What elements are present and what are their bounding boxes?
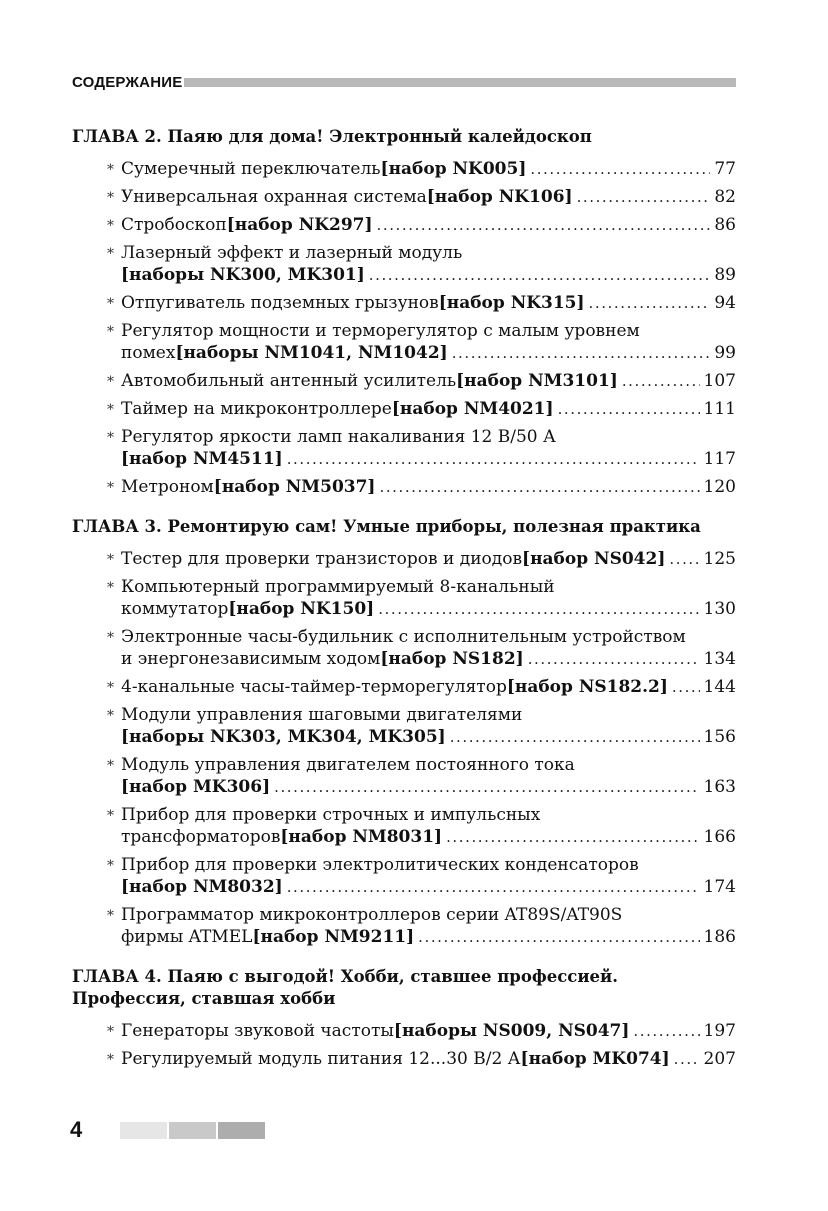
asterisk-bullet-icon: * <box>107 324 114 340</box>
entry-last-line <box>121 676 736 698</box>
entry-title-line: и энергонезависимым ходом <box>121 649 381 669</box>
page-ref: 125 <box>703 549 736 569</box>
dot-leader <box>577 186 711 208</box>
entry-last-line <box>121 158 736 180</box>
entry-last-line <box>121 876 736 898</box>
dot-leader <box>369 264 711 286</box>
entry-last-line <box>121 548 736 570</box>
dot-leader <box>378 598 699 620</box>
entry-title-line: помех <box>121 343 176 363</box>
asterisk-bullet-icon: * <box>107 908 114 924</box>
page-ref: 86 <box>714 215 736 235</box>
entry-title-line: Тестер для проверки транзисторов и диодов <box>121 549 523 569</box>
page-ref: 207 <box>703 1049 736 1069</box>
entry-last-line <box>121 1048 736 1070</box>
toc-entry[interactable] <box>72 1020 736 1042</box>
toc-entry[interactable] <box>72 548 736 570</box>
toc-entry[interactable] <box>72 426 736 470</box>
dot-leader <box>589 292 711 314</box>
dot-leader <box>528 648 700 670</box>
kit-code: [набор NM4511] <box>121 449 283 469</box>
asterisk-bullet-icon: * <box>107 808 114 824</box>
asterisk-bullet-icon: * <box>107 430 114 446</box>
toc-entry[interactable] <box>72 576 736 620</box>
toc-entry[interactable] <box>72 626 736 670</box>
asterisk-bullet-icon: * <box>107 402 114 418</box>
entry-title-line: Прибор для проверки строчных и импульсных <box>121 805 541 825</box>
page-ref: 94 <box>714 293 736 313</box>
entry-last-line <box>121 598 736 620</box>
entry-title-line: Лазерный эффект и лазерный модуль <box>121 243 463 263</box>
dot-leader <box>633 1020 699 1042</box>
toc-entry[interactable] <box>72 704 736 748</box>
kit-code: [наборы NM1041, NM1042] <box>175 343 448 363</box>
toc-entry[interactable] <box>72 320 736 364</box>
entry-title-line: Модуль управления двигателем постоянного тока <box>121 755 575 775</box>
page-ref: 89 <box>714 265 736 285</box>
entry-title-line: Таймер на микроконтроллере <box>121 399 392 419</box>
asterisk-bullet-icon: * <box>107 1052 114 1068</box>
kit-code: [набор NM9211] <box>252 927 415 947</box>
running-header <box>72 70 736 94</box>
page-ref: 174 <box>703 877 736 897</box>
toc-entry[interactable] <box>72 370 736 392</box>
toc-entry[interactable] <box>72 158 736 180</box>
toc-entry[interactable] <box>72 754 736 798</box>
page-number: 4 <box>70 1117 83 1142</box>
entry-last-line <box>121 648 736 670</box>
toc-entry[interactable] <box>72 242 736 286</box>
asterisk-bullet-icon: * <box>107 552 114 568</box>
entry-last-line <box>121 398 736 420</box>
chapter-title: ГЛАВА 4. Паяю с выгодой! Хобби, ставшее профессией. Профессия, ставшая хобби <box>72 967 619 1008</box>
entry-last-line <box>121 726 736 748</box>
toc-entry[interactable] <box>72 398 736 420</box>
entry-last-line <box>121 264 736 286</box>
toc-entry[interactable] <box>72 904 736 948</box>
chapter-title: ГЛАВА 3. Ремонтирую сам! Умные приборы, полезная практика <box>72 517 701 536</box>
asterisk-bullet-icon: * <box>107 708 114 724</box>
dot-leader <box>452 342 711 364</box>
entry-last-line <box>121 342 736 364</box>
entry-title-line: Модули управления шаговыми двигателями <box>121 705 523 725</box>
kit-code: [набор NM5037] <box>213 477 376 497</box>
toc-entry[interactable] <box>72 854 736 898</box>
entry-title-line: Прибор для проверки электролитических конденсаторов <box>121 855 639 875</box>
dot-leader <box>674 1048 700 1070</box>
entry-last-line <box>121 776 736 798</box>
dot-leader <box>672 676 700 698</box>
kit-code: [набор NK150] <box>228 599 375 619</box>
asterisk-bullet-icon: * <box>107 480 114 496</box>
entry-last-line <box>121 476 736 498</box>
toc-entry[interactable] <box>72 1048 736 1070</box>
kit-code: [набор NK106] <box>426 187 573 207</box>
header-rule <box>184 78 736 87</box>
asterisk-bullet-icon: * <box>107 374 114 390</box>
kit-code: [набор NK005] <box>380 159 527 179</box>
entry-last-line <box>121 1020 736 1042</box>
dot-leader <box>558 398 700 420</box>
dot-leader <box>379 476 699 498</box>
toc-entry[interactable] <box>72 186 736 208</box>
page-footer <box>70 1116 267 1144</box>
entry-title-line: Регулируемый модуль питания 12...30 В/2 А <box>121 1049 521 1069</box>
page-ref: 120 <box>703 477 736 497</box>
chapter-title: ГЛАВА 2. Паяю для дома! Электронный калейдоскоп <box>72 127 592 146</box>
entry-title-line: коммутатор <box>121 599 229 619</box>
table-of-contents <box>72 126 736 1076</box>
dot-leader <box>418 926 699 948</box>
kit-code: [набор NM4021] <box>391 399 554 419</box>
page-ref: 197 <box>703 1021 736 1041</box>
asterisk-bullet-icon: * <box>107 858 114 874</box>
asterisk-bullet-icon: * <box>107 630 114 646</box>
page-ref: 117 <box>703 449 736 469</box>
entry-last-line <box>121 826 736 848</box>
entry-title-line: Программатор микроконтроллеров серии AT89S/AT90S <box>121 905 623 925</box>
entry-last-line <box>121 186 736 208</box>
toc-entry[interactable] <box>72 804 736 848</box>
page-ref: 130 <box>703 599 736 619</box>
entry-title-line: Универсальная охранная система <box>121 187 427 207</box>
dot-leader <box>450 726 700 748</box>
page-ref: 156 <box>703 727 736 747</box>
dot-leader <box>287 876 700 898</box>
page-ref: 166 <box>703 827 736 847</box>
footer-bar-medium <box>169 1122 216 1139</box>
kit-code: [наборы NK303, MK304, MK305] <box>121 727 446 747</box>
asterisk-bullet-icon: * <box>107 680 114 696</box>
entry-title-line: Автомобильный антенный усилитель <box>121 371 457 391</box>
page-ref: 107 <box>703 371 736 391</box>
entry-last-line <box>121 926 736 948</box>
entry-last-line <box>121 214 736 236</box>
entry-title-line: Компьютерный программируемый 8-канальный <box>121 577 555 597</box>
kit-code: [наборы NS009, NS047] <box>393 1021 630 1041</box>
entry-last-line <box>121 448 736 470</box>
page-ref: 111 <box>703 399 736 419</box>
entry-last-line <box>121 292 736 314</box>
dot-leader <box>446 826 699 848</box>
dot-leader <box>622 370 700 392</box>
asterisk-bullet-icon: * <box>107 296 114 312</box>
footer-bar-light <box>120 1122 167 1139</box>
dot-leader <box>530 158 710 180</box>
entry-title-line: Генераторы звуковой частоты <box>121 1021 394 1041</box>
page-ref: 134 <box>703 649 736 669</box>
kit-code: [набор NS042] <box>522 549 666 569</box>
dot-leader <box>287 448 700 470</box>
footer-bar-dark <box>218 1122 265 1139</box>
entry-title-line: Сумеречный переключатель <box>121 159 381 179</box>
page-ref: 163 <box>703 777 736 797</box>
asterisk-bullet-icon: * <box>107 758 114 774</box>
toc-entry[interactable] <box>72 676 736 698</box>
toc-entry[interactable] <box>72 214 736 236</box>
entry-title-line: Стробоскоп <box>121 215 227 235</box>
entry-title-line: Отпугиватель подземных грызунов <box>121 293 439 313</box>
entry-last-line <box>121 370 736 392</box>
page-ref: 99 <box>714 343 736 363</box>
page-ref: 144 <box>703 677 736 697</box>
toc-entry[interactable] <box>72 292 736 314</box>
entry-title-line: Регулятор яркости ламп накаливания 12 В/50 А <box>121 427 556 447</box>
entry-title-line: фирмы ATMEL <box>121 927 253 947</box>
entry-title-line: 4-канальные часы-таймер-терморегулятор <box>121 677 507 697</box>
asterisk-bullet-icon: * <box>107 190 114 206</box>
entry-title-line: трансформаторов <box>121 827 281 847</box>
kit-code: [набор MK074] <box>520 1049 670 1069</box>
page-ref: 82 <box>714 187 736 207</box>
asterisk-bullet-icon: * <box>107 162 114 178</box>
kit-code: [набор NM8031] <box>280 827 443 847</box>
header-title: СОДЕРЖАНИЕ <box>72 73 183 91</box>
asterisk-bullet-icon: * <box>107 580 114 596</box>
kit-code: [набор NS182.2] <box>506 677 668 697</box>
dot-leader <box>274 776 699 798</box>
asterisk-bullet-icon: * <box>107 218 114 234</box>
kit-code: [набор NK315] <box>438 293 585 313</box>
page-ref: 186 <box>703 927 736 947</box>
kit-code: [набор NM8032] <box>121 877 283 897</box>
kit-code: [наборы NK300, MK301] <box>121 265 365 285</box>
asterisk-bullet-icon: * <box>107 1024 114 1040</box>
page-ref: 77 <box>714 159 736 179</box>
toc-entry[interactable] <box>72 476 736 498</box>
kit-code: [набор NM3101] <box>456 371 618 391</box>
kit-code: [набор NS182] <box>380 649 524 669</box>
asterisk-bullet-icon: * <box>107 246 114 262</box>
entry-title-line: Регулятор мощности и терморегулятор с малым уровнем <box>121 321 640 341</box>
dot-leader <box>669 548 699 570</box>
kit-code: [набор MK306] <box>121 777 271 797</box>
kit-code: [набор NK297] <box>226 215 373 235</box>
entry-title-line: Метроном <box>121 477 214 497</box>
dot-leader <box>377 214 711 236</box>
entry-title-line: Электронные часы-будильник с исполнительным устройством <box>121 627 686 647</box>
